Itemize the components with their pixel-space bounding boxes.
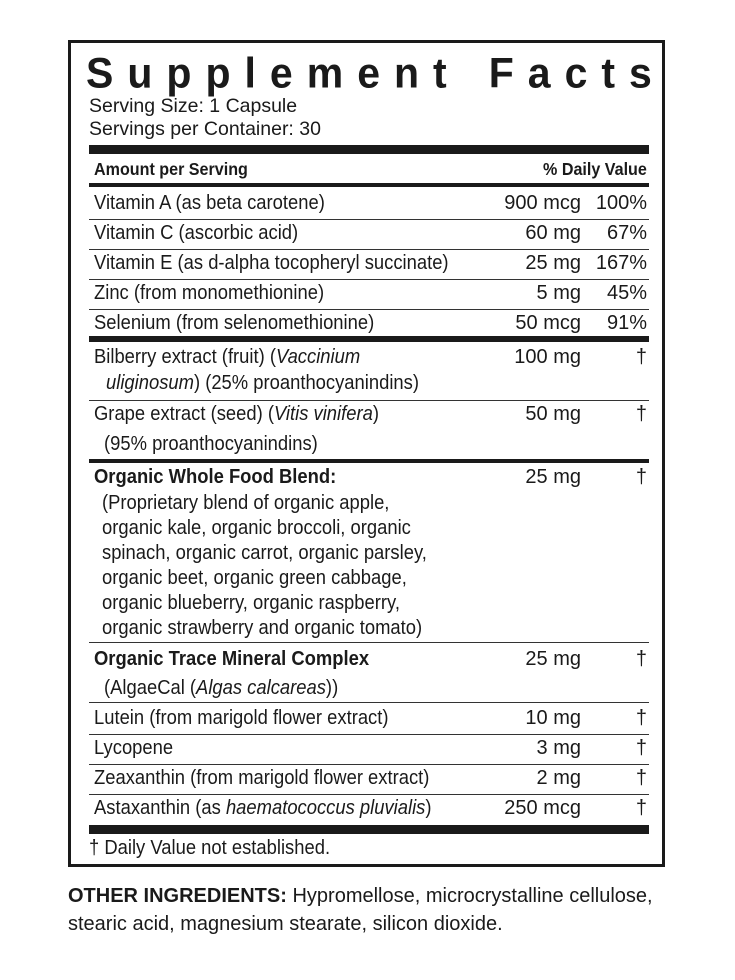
header-daily-value: % Daily Value	[543, 159, 647, 179]
nutrient-row	[89, 190, 649, 220]
title-letter: S	[86, 49, 114, 97]
title-letter: p	[166, 49, 192, 97]
nutrient-name-continued: uliginosum) (25% proanthocyanindins)	[106, 372, 419, 394]
title-letter: e	[269, 49, 293, 97]
nutrient-name: Astaxanthin (as haematococcus pluvialis)	[94, 797, 432, 819]
nutrient-row	[89, 705, 649, 735]
title-letter: p	[205, 49, 231, 97]
blend-detail-line: organic blueberry, organic raspberry,	[102, 592, 400, 614]
nutrient-daily-value: †	[635, 737, 647, 759]
nutrient-daily-value: 91%	[606, 312, 647, 334]
blend-detail-line: spinach, organic carrot, organic parsley,	[102, 542, 427, 564]
nutrient-amount: 50 mcg	[515, 312, 581, 334]
title-letter: n	[394, 49, 420, 97]
nutrient-amount: 25 mg	[525, 252, 581, 274]
nutrient-amount: 900 mcg	[504, 192, 581, 214]
nutrient-row	[89, 795, 649, 823]
nutrient-row	[89, 280, 649, 310]
medium-divider	[89, 336, 649, 342]
nutrient-daily-value: †	[635, 648, 647, 670]
nutrient-name: Vitamin C (ascorbic acid)	[94, 222, 299, 244]
nutrient-name: Vitamin E (as d-alpha tocopheryl succinate)	[94, 252, 449, 274]
blend-detail-line: organic strawberry and organic tomato)	[102, 617, 423, 639]
nutrient-name: Zeaxanthin (from marigold flower extract)	[94, 767, 430, 789]
nutrient-daily-value: 100%	[595, 192, 647, 214]
nutrient-amount: 2 mg	[536, 767, 581, 789]
nutrient-row	[89, 220, 649, 250]
nutrient-amount: 25 mg	[525, 466, 581, 488]
nutrient-name: Selenium (from selenomethionine)	[94, 312, 375, 334]
title-letter: u	[127, 49, 153, 97]
nutrient-amount: 3 mg	[536, 737, 581, 759]
nutrient-row	[89, 735, 649, 765]
nutrient-daily-value: 167%	[595, 252, 647, 274]
nutrient-name: Bilberry extract (fruit) (Vaccinium	[94, 346, 361, 368]
nutrient-row	[89, 310, 649, 336]
title-letter: s	[629, 49, 652, 97]
blend-detail-line: organic beet, organic green cabbage,	[102, 567, 407, 589]
nutrient-amount: 10 mg	[525, 707, 581, 729]
nutrient-daily-value: †	[635, 403, 647, 425]
panel-title	[86, 45, 652, 101]
nutrient-daily-value: 67%	[606, 222, 647, 244]
nutrient-name: Grape extract (seed) (Vitis vinifera)	[94, 403, 379, 425]
nutrient-amount: 5 mg	[536, 282, 581, 304]
footnote: † Daily Value not established.	[89, 837, 331, 859]
thick-divider	[89, 145, 649, 154]
nutrient-amount: 60 mg	[525, 222, 581, 244]
title-letter: m	[306, 49, 344, 97]
nutrient-name: Lycopene	[94, 737, 174, 759]
title-letter: F	[488, 49, 514, 97]
nutrient-name: Organic Trace Mineral Complex	[94, 648, 370, 670]
nutrient-name-continued: (AlgaeCal (Algas calcareas))	[104, 677, 339, 699]
title-letter: l	[244, 49, 256, 97]
title-letter: e	[357, 49, 380, 97]
nutrient-amount: 50 mg	[525, 403, 581, 425]
blend-detail-line: (Proprietary blend of organic apple,	[102, 492, 390, 514]
title-letter: c	[564, 49, 588, 97]
nutrient-row	[89, 646, 649, 703]
blend-detail-line: organic kale, organic broccoli, organic	[102, 517, 411, 539]
nutrient-name: Lutein (from marigold flower extract)	[94, 707, 389, 729]
serving-size: Serving Size: 1 Capsule	[89, 95, 298, 117]
nutrient-row	[89, 464, 649, 643]
nutrient-name: Vitamin A (as beta carotene)	[94, 192, 325, 214]
nutrient-name: Organic Whole Food Blend:	[94, 466, 337, 488]
title-letter: t	[601, 49, 616, 97]
other-ingredients-text: Hypromellose, microcrystalline cellulose, stearic acid, magnesium stearate, silicon dioxide.	[68, 885, 653, 935]
nutrient-daily-value: †	[635, 466, 647, 488]
thick-divider	[89, 825, 649, 834]
servings-per-container: Servings per Container: 30	[89, 118, 321, 140]
medium-divider	[89, 459, 649, 463]
title-letter: a	[527, 49, 551, 97]
nutrient-daily-value: †	[635, 707, 647, 729]
other-ingredients-label: OTHER INGREDIENTS:	[68, 885, 287, 907]
medium-divider	[89, 183, 649, 187]
nutrient-row	[89, 344, 649, 401]
nutrient-daily-value: †	[635, 767, 647, 789]
nutrient-name-continued: (95% proanthocyanindins)	[104, 433, 318, 455]
nutrient-amount: 100 mg	[514, 346, 581, 368]
title-letter	[461, 45, 475, 101]
supplement-facts-panel	[68, 40, 665, 867]
title-letter: t	[433, 49, 447, 97]
nutrient-amount: 25 mg	[525, 648, 581, 670]
nutrient-daily-value: †	[635, 346, 647, 368]
nutrient-daily-value: †	[635, 797, 647, 819]
nutrient-row	[89, 401, 649, 460]
other-ingredients	[68, 882, 678, 938]
nutrient-amount: 250 mcg	[504, 797, 581, 819]
header-amount-per-serving: Amount per Serving	[94, 159, 248, 179]
column-header	[94, 156, 647, 182]
nutrient-row	[89, 250, 649, 280]
nutrient-daily-value: 45%	[606, 282, 647, 304]
nutrient-name: Zinc (from monomethionine)	[94, 282, 325, 304]
nutrient-row	[89, 765, 649, 795]
